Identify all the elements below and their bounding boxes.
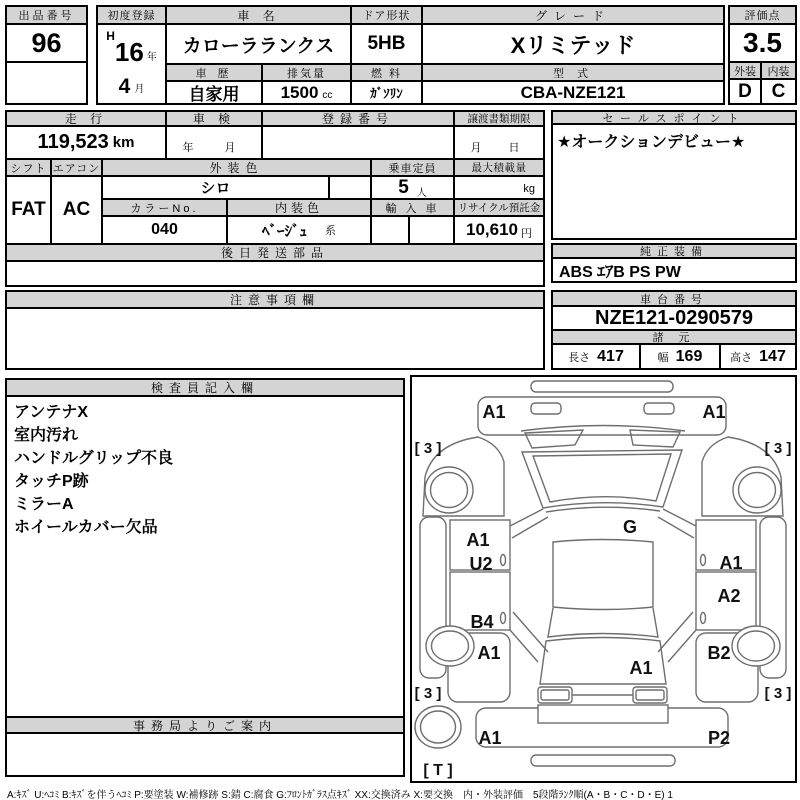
aircon-value: AC [52, 177, 103, 245]
shaken-header: 車 検 [167, 112, 263, 127]
marker-rear-gate: A1 [629, 658, 653, 678]
spec-table [5, 110, 545, 287]
car-name-header: 車 名 [167, 7, 352, 25]
front-wheel-left [425, 467, 473, 513]
door-header: ドア形状 [352, 7, 423, 25]
spare-tire [415, 706, 461, 748]
int-color-value [228, 217, 372, 245]
color-no-value: 040 [103, 217, 228, 245]
displacement-header: 排気量 [263, 65, 352, 82]
recycle-unit: 円 [521, 228, 532, 240]
inspector-note: ミラーA [14, 496, 74, 513]
exterior-header: 外装 [730, 63, 762, 80]
office-header: 事務局よりご案内 [7, 716, 403, 734]
sales-point-box [551, 110, 797, 240]
marker-front-tire-right: [ 3 ] [764, 440, 792, 457]
import-empty-2 [410, 217, 455, 245]
cowl-line [546, 507, 660, 512]
office-value [7, 734, 403, 775]
roof [553, 540, 653, 610]
chassis-value: NZE121-0290579 [553, 307, 795, 331]
length-value: 417 [597, 347, 624, 365]
max-load-value: kg [455, 177, 543, 200]
history-header: 車 歴 [167, 65, 263, 82]
int-color-suffix: 系 [325, 225, 336, 237]
color-no-header: カラーNo. [103, 200, 228, 217]
sales-point-header: セールスポイント [553, 112, 795, 125]
marker-rear-door-left: B4 [470, 612, 494, 632]
first-reg-month-unit: 月 [134, 84, 145, 95]
marker-spare-tire: [ T ] [423, 762, 453, 779]
int-color-name: ﾍﾞｰｼﾞｭ [261, 222, 307, 240]
ext-color-value: シロ [103, 177, 330, 200]
capacity-header: 乗車定員 [372, 160, 455, 177]
marker-front-door-right: A1 [719, 553, 743, 573]
marker-rear-quarter-right: B2 [707, 643, 731, 663]
displacement-unit: cc [322, 90, 333, 101]
ext-color-header: 外装色 [103, 160, 372, 177]
displacement-number: 1500 [280, 82, 319, 102]
dimensions-header: 諸 元 [553, 331, 795, 345]
first-reg-month: 4 [118, 75, 131, 98]
c-pillar-right [658, 612, 696, 662]
notes-header: 注意事項欄 [7, 292, 543, 309]
marker-rear-quarter-left: A1 [477, 643, 501, 663]
later-parts-value [7, 262, 543, 285]
height-label: 高さ [730, 351, 753, 364]
recycle-number: 10,610 [466, 220, 518, 239]
legend-text: A:ｷｽﾞ U:ﾍｺﾐ B:ｷｽﾞを伴うﾍｺﾐ P:要塗装 W:補修跡 S:錆 C:腐食 G:ﾌﾛﾝﾄｶﾞﾗｽ点ｷｽﾞ XX:交換済み X:要交換 内・外装評価 5段階ﾗﾝｸ順(A・B・C・D・E) 1 [7, 790, 673, 800]
marker-rear-door-right: A2 [717, 586, 741, 606]
sales-point-value: ★オークションデビュー★ [557, 134, 746, 151]
transfer-value: 月 日 [455, 127, 543, 160]
a-pillar-left [510, 509, 548, 538]
notes-box [5, 290, 545, 370]
marker-front-door-left-upper: A1 [466, 530, 490, 550]
marker-rear-tire-right: [ 3 ] [764, 685, 792, 702]
marker-windshield: G [622, 517, 638, 537]
trunk-lid [538, 705, 668, 723]
regno-header: 登録番号 [263, 112, 455, 127]
damage-diagram-box [410, 375, 797, 783]
auction-no-value: 96 [7, 25, 86, 63]
width-label: 幅 [657, 351, 669, 364]
width-cell [641, 345, 721, 368]
auction-no-empty-cell [7, 63, 86, 103]
recycle-value [455, 217, 543, 245]
front-wheel-right [733, 467, 781, 513]
rear-wheel-right [732, 626, 780, 666]
marker-rear-bumper-left: A1 [478, 728, 502, 748]
grade-value: Xリミテッド [423, 25, 723, 65]
equipment-value: ABS ｴｱB PS PW [559, 263, 681, 281]
rear-window [548, 608, 658, 637]
windshield [522, 450, 682, 508]
later-parts-header: 後日発送部品 [7, 245, 543, 262]
top-table [96, 5, 725, 105]
shaken-value: 年 月 [167, 127, 263, 160]
recycle-header: リサイクル預託金 [455, 200, 543, 217]
first-reg-year-unit: 年 [146, 52, 157, 63]
mileage-number: 119,523 [37, 131, 109, 153]
score-box [728, 5, 797, 105]
first-reg-year: 16 [114, 37, 144, 67]
fuel-value: ｶﾞｿﾘﾝ [352, 82, 423, 103]
capacity-number: 5 [398, 177, 409, 198]
c-pillar-left [510, 612, 548, 662]
first-reg-era: H [106, 29, 115, 43]
auction-no-box [5, 5, 88, 105]
front-panel [478, 397, 726, 435]
displacement-value [263, 82, 352, 103]
length-cell [553, 345, 641, 368]
mileage-value [7, 127, 167, 160]
equipment-header: 純正装備 [553, 245, 795, 259]
door-value: 5HB [352, 25, 423, 65]
marker-front-panel-left: A1 [482, 402, 506, 422]
marker-rear-tire-left: [ 3 ] [414, 685, 442, 702]
inspector-note: 室内汚れ [14, 427, 79, 444]
fuel-header: 燃 料 [352, 65, 423, 82]
marker-front-tire-left: [ 3 ] [414, 440, 442, 457]
max-load-header: 最大積載量 [455, 160, 543, 177]
int-color-header: 内装色 [228, 200, 372, 217]
interior-header: 内装 [762, 63, 795, 80]
capacity-value [372, 177, 455, 200]
inspector-note: ホイールカバー欠品 [14, 519, 158, 536]
notes-value [7, 309, 543, 368]
inspector-note: アンテナX [14, 404, 89, 421]
width-value: 169 [675, 347, 703, 365]
model-value: CBA-NZE121 [520, 82, 626, 102]
auction-no-header: 出品番号 [7, 7, 86, 25]
first-reg-value [98, 25, 167, 103]
length-label: 長さ [568, 351, 591, 364]
rear-wheel-left [426, 626, 474, 666]
score-value: 3.5 [730, 25, 795, 63]
history-value: 自家用 [167, 82, 263, 103]
inspector-box [5, 378, 405, 777]
windshield-glass [533, 454, 671, 502]
rear-bumper-strip [531, 755, 675, 766]
chassis-header: 車台番号 [553, 292, 795, 307]
inspector-notes [7, 397, 403, 716]
chassis-box [551, 290, 797, 370]
import-header: 輸 入 車 [372, 200, 455, 217]
marker-rear-bumper-right: P2 [707, 728, 731, 748]
model-header: 型 式 [423, 65, 723, 82]
height-value: 147 [759, 347, 786, 365]
regno-value [263, 127, 455, 160]
inspector-note: タッチP跡 [14, 473, 89, 490]
inspector-header: 検査員記入欄 [7, 380, 403, 397]
exterior-grade: D [730, 80, 762, 103]
a-pillar-right [658, 509, 696, 538]
mileage-unit: km [112, 134, 135, 151]
score-header: 評価点 [730, 7, 795, 25]
height-cell [721, 345, 795, 368]
equipment-box [551, 243, 797, 283]
first-reg-header: 初度登録 [98, 7, 167, 25]
marker-front-panel-right: A1 [702, 402, 726, 422]
shift-value: FAT [7, 177, 52, 245]
aircon-header: エアコン [52, 160, 103, 177]
car-name-value: カローラランクス [167, 25, 352, 65]
shift-header: シフト [7, 160, 52, 177]
ext-color-empty [330, 177, 372, 200]
transfer-header: 譲渡書類期限 [455, 112, 543, 127]
inspector-note: ハンドルグリップ不良 [14, 450, 174, 467]
grade-header: グレード [423, 7, 723, 25]
import-empty-1 [372, 217, 410, 245]
capacity-unit: 人 [416, 188, 427, 199]
front-bumper-strip [531, 381, 673, 392]
car-diagram [412, 377, 795, 781]
mileage-header: 走 行 [7, 112, 167, 127]
interior-grade: C [771, 80, 786, 102]
marker-front-door-left-lower: U2 [469, 554, 493, 574]
